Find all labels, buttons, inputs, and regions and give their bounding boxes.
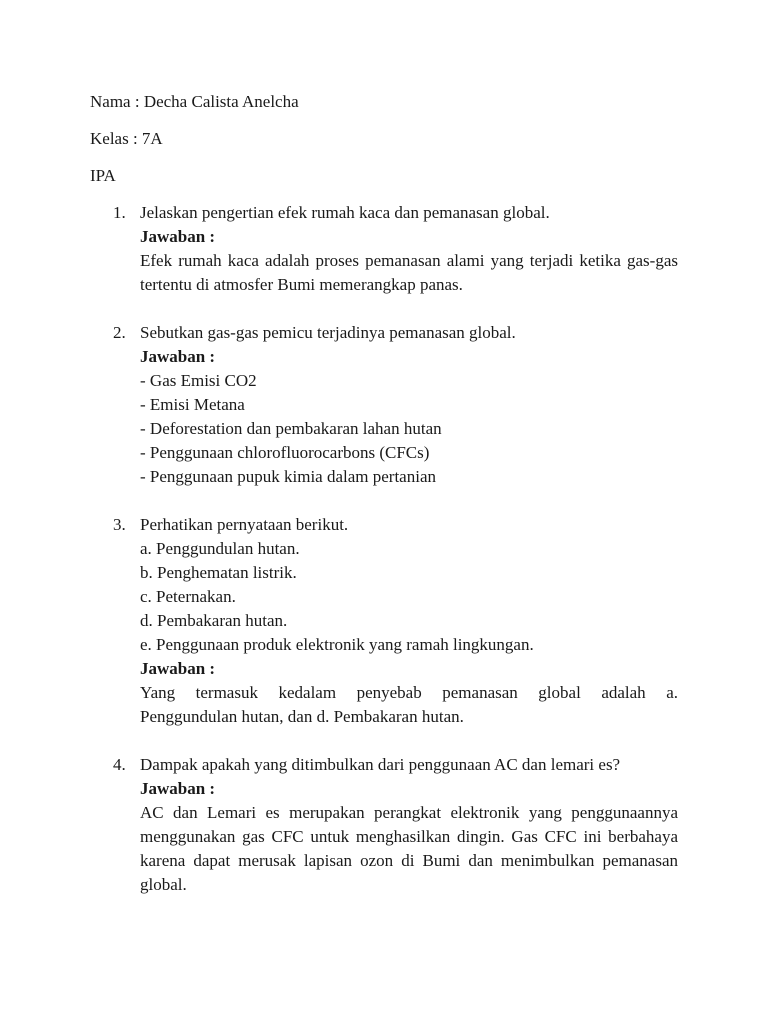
question-3-option: a. Penggundulan hutan. [140, 539, 300, 558]
question-3-body [140, 513, 678, 729]
question-2-answer-item: - Gas Emisi CO2 [140, 371, 257, 390]
question-2-answer-item: - Deforestation dan pembakaran lahan hutan [140, 419, 442, 438]
question-3-option: b. Penghematan listrik. [140, 563, 297, 582]
question-4-block [90, 753, 678, 897]
question-1-body [140, 201, 678, 297]
question-2-answer-item: - Penggunaan pupuk kimia dalam pertanian [140, 467, 436, 486]
question-3-option: c. Peternakan. [140, 587, 236, 606]
question-1-answer-line: Efek rumah kaca adalah proses pemanasan alami yang terjadi ketika gas-gas [140, 251, 678, 270]
question-3-option: e. Penggunaan produk elektronik yang ramah lingkungan. [140, 635, 534, 654]
question-1-number: 1. [113, 203, 126, 222]
question-4-answer-label: Jawaban : [140, 779, 216, 798]
question-4-text: Dampak apakah yang ditimbulkan dari penggunaan AC dan lemari es? [140, 755, 621, 774]
question-3-answer-label: Jawaban : [140, 659, 216, 678]
question-4-answer-line: menggunakan gas CFC untuk menghasilkan dingin. Gas CFC ini berbahaya [140, 827, 678, 846]
question-1-answer-label: Jawaban : [140, 227, 216, 246]
question-2-answer-label: Jawaban : [140, 347, 216, 366]
question-3-answer-line: Penggundulan hutan, dan d. Pembakaran hutan. [140, 707, 464, 726]
question-4-answer-line: global. [140, 875, 187, 894]
question-2-body [140, 321, 678, 489]
question-1-answer-line: tertentu di atmosfer Bumi memerangkap panas. [140, 275, 463, 294]
question-1-text: Jelaskan pengertian efek rumah kaca dan pemanasan global. [140, 203, 550, 222]
question-1-block [90, 201, 678, 297]
question-2-text: Sebutkan gas-gas pemicu terjadinya pemanasan global. [140, 323, 516, 342]
question-3-block [90, 513, 678, 729]
question-4-answer-line: AC dan Lemari es merupakan perangkat elektronik yang penggunaannya [140, 803, 678, 822]
question-4-body [140, 753, 678, 897]
subject-line: IPA [90, 166, 116, 185]
student-name-line: Nama : Decha Calista Anelcha [90, 92, 299, 111]
question-3-number: 3. [113, 515, 126, 534]
question-4-answer-line: karena dapat merusak lapisan ozon di Bumi dan menimbulkan pemanasan [140, 851, 678, 870]
question-2-number: 2. [113, 323, 126, 342]
class-line: Kelas : 7A [90, 129, 163, 148]
question-2-answer-item: - Penggunaan chlorofluorocarbons (CFCs) [140, 443, 430, 462]
question-2-answer-item: - Emisi Metana [140, 395, 245, 414]
question-3-answer-line: Yang termasuk kedalam penyebab pemanasan global adalah a. [140, 683, 678, 702]
question-3-text: Perhatikan pernyataan berikut. [140, 515, 349, 534]
question-2-block [90, 321, 678, 489]
document-content [90, 90, 678, 921]
question-3-option: d. Pembakaran hutan. [140, 611, 288, 630]
question-4-number: 4. [113, 755, 126, 774]
